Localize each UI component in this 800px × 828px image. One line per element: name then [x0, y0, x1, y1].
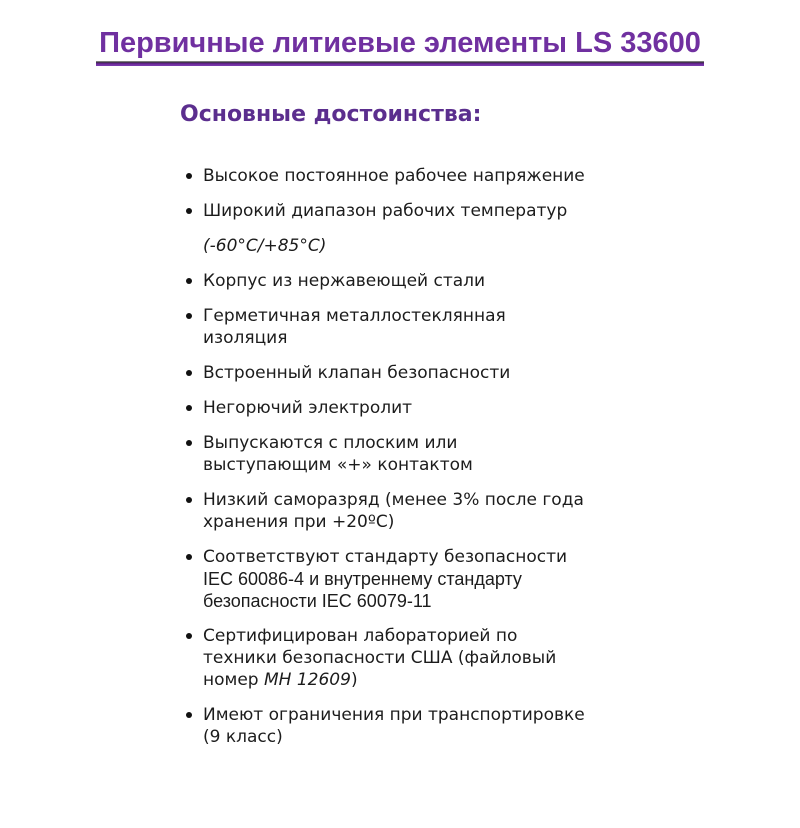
- text-run: Корпус из нержавеющей стали: [203, 271, 486, 291]
- bullet-line: [203, 511, 800, 533]
- text-run: Выпускаются с плоским или: [203, 433, 458, 453]
- bullet-line: [203, 669, 800, 691]
- text-run: Негорючий электролит: [203, 398, 413, 418]
- list-item: [184, 489, 800, 533]
- bullet-line: [203, 235, 800, 257]
- text-run: Низкий саморазряд (менее 3% после года: [203, 490, 584, 510]
- bullet-line: [203, 726, 800, 748]
- text-run: Встроенный клапан безопасности: [203, 363, 511, 383]
- list-item: [184, 200, 800, 257]
- bullet-line: [203, 200, 800, 222]
- bullet-line: [203, 270, 800, 292]
- list-item: [184, 270, 800, 292]
- list-item: [184, 397, 800, 419]
- text-run: Высокое постоянное рабочее напряжение: [203, 166, 585, 186]
- list-item: [184, 165, 800, 187]
- list-item: [184, 625, 800, 691]
- bullet-line: [203, 432, 800, 454]
- text-run: Соответствуют стандарту безопасности: [203, 547, 568, 567]
- bullet-line: [203, 704, 800, 726]
- section-heading: Основные достоинства:: [180, 102, 482, 127]
- text-run: (-60°C/+85°C): [203, 236, 327, 256]
- slide: [0, 28, 800, 828]
- text-run: Имеют ограничения при транспортировке: [203, 705, 585, 725]
- bullet-line: [203, 165, 800, 187]
- text-run: номер: [203, 670, 264, 690]
- advantages-list: [184, 165, 800, 748]
- text-run: МН 12609: [264, 670, 351, 690]
- text-run: (9 класс): [203, 727, 283, 747]
- text-run: выступающим «+» контактом: [203, 455, 473, 475]
- title-underline-rule: [96, 61, 704, 66]
- page-title: Первичные литиевые элементы LS 33600: [99, 27, 701, 59]
- bullet-line: [203, 489, 800, 511]
- bullet-line: [203, 327, 800, 349]
- bullet-line: [203, 454, 800, 476]
- bullet-line: [203, 590, 800, 612]
- bullet-line: [203, 647, 800, 669]
- text-run: Сертифицирован лабораторией по: [203, 626, 518, 646]
- text-run: изоляция: [203, 328, 288, 348]
- bullet-line: [203, 362, 800, 384]
- text-run: техники безопасности США (файловый: [203, 648, 557, 668]
- list-item: [184, 362, 800, 384]
- text-run: Герметичная металлостеклянная: [203, 306, 506, 326]
- bullet-line: [203, 546, 800, 568]
- text-run: IEC 60086-4 и внутреннему стандарту: [203, 569, 522, 589]
- list-item: [184, 704, 800, 748]
- bullet-line: [203, 397, 800, 419]
- text-run: хранения при +20ºC): [203, 512, 395, 532]
- list-item: [184, 305, 800, 349]
- bullet-line: [203, 625, 800, 647]
- text-run: Широкий диапазон рабочих температур: [203, 201, 568, 221]
- bullet-line: [203, 568, 800, 590]
- bullet-line: [203, 305, 800, 327]
- list-item: [184, 432, 800, 476]
- list-item: [184, 546, 800, 612]
- text-run: безопасности IEC 60079-11: [203, 591, 432, 611]
- text-run: ): [350, 670, 358, 690]
